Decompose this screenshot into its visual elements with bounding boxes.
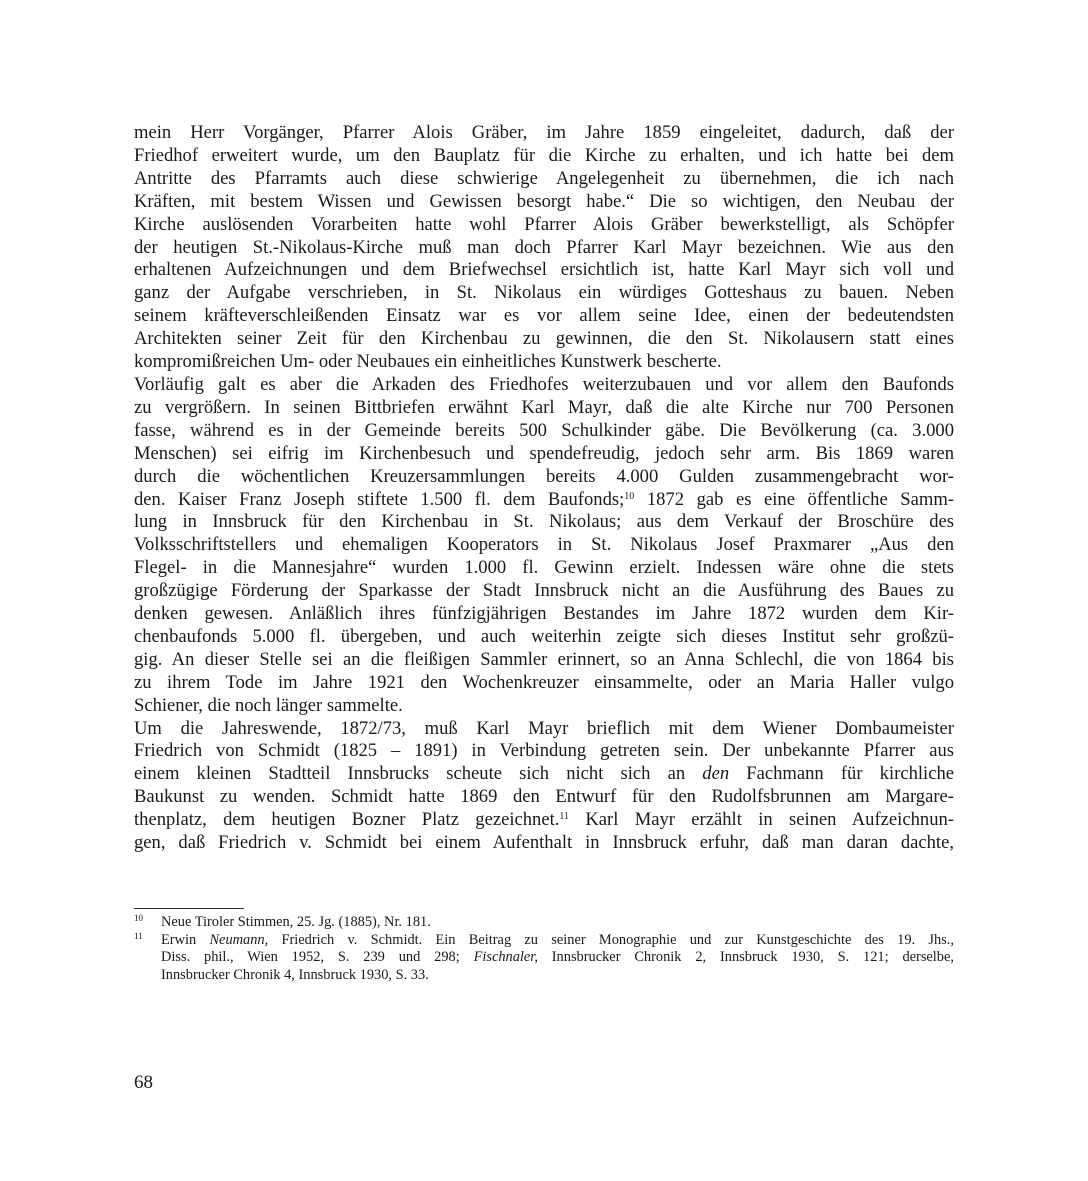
author-name: Fischnaler, — [473, 949, 538, 966]
text-fragment: thenplatz, dem heutigen Bozner Platz gezeichnet. — [134, 809, 560, 831]
footnote-ref-10: 10 — [624, 490, 635, 502]
paragraph-1 — [134, 122, 954, 374]
text-fragment: den. Kaiser Franz Joseph stiftete 1.500 fl. dem Baufonds; — [134, 488, 625, 510]
text-line: Flegel- in die Mannesjahre“ wurden 1.000 fl. Gewinn erzielt. Indessen wäre ohne die stets — [134, 557, 954, 579]
text-line: gig. An dieser Stelle sei an die fleißigen Sammler erinnert, so an Anna Schlechl, die von 1864 bis — [134, 648, 954, 670]
text-fragment: Friedrich v. Schmidt. Ein Beitrag zu seiner Monographie und zur Kunstgeschichte des 19. Jhs., — [268, 931, 954, 948]
paragraph-3 — [134, 718, 954, 855]
body-text — [134, 122, 954, 855]
text-line: Um die Jahreswende, 1872/73, muß Karl Mayr brieflich mit dem Wiener Dombaumeister — [134, 717, 954, 739]
text-line: der heutigen St.-Nikolaus-Kirche muß man doch Pfarrer Karl Mayr bezeichnen. Wie aus den — [134, 236, 954, 258]
footnote-11 — [134, 932, 954, 985]
footnote-line: Innsbrucker Chronik 4, Innsbruck 1930, S. 33. — [161, 966, 429, 983]
text-line: Baukunst zu wenden. Schmidt hatte 1869 den Entwurf für den Rudolfsbrunnen am Margare- — [134, 786, 954, 808]
footnote-ref-11: 11 — [559, 811, 570, 823]
text-line: Schiener, die noch länger sammelte. — [134, 694, 403, 716]
text-line: Antritte des Pfarramts auch diese schwierige Angelegenheit zu übernehmen, die ich nach — [134, 167, 954, 189]
text-line: zu ihrem Tode im Jahre 1921 den Wochenkreuzer einsammelte, oder an Maria Haller vulgo — [134, 671, 954, 693]
footnote-10 — [134, 914, 954, 932]
emphasis: den — [702, 763, 730, 785]
text-fragment: Innsbrucker Chronik 2, Innsbruck 1930, S. 121; derselbe, — [537, 949, 954, 966]
text-line: Architekten seiner Zeit für den Kirchenbau zu gewinnen, die den St. Nikolausern statt eines — [134, 328, 954, 350]
text-line-with-footnote-ref — [134, 489, 954, 512]
text-line: mein Herr Vorgänger, Pfarrer Alois Gräber, im Jahre 1859 eingeleitet, dadurch, daß der — [134, 122, 954, 143]
footnote-number: 10 — [134, 913, 143, 923]
footnote-number: 11 — [134, 930, 143, 941]
footnote-text: Neue Tiroler Stimmen, 25. Jg. (1885), Nr. 181. — [161, 914, 431, 930]
text-line: ganz der Aufgabe verschrieben, in St. Nikolaus ein würdiges Gotteshaus zu bauen. Neben — [134, 282, 954, 304]
text-fragment: Fachmann für kirchliche — [729, 763, 954, 785]
text-line: Friedrich von Schmidt (1825 – 1891) in Verbindung getreten sein. Der unbekannte Pfarrer aus — [134, 740, 954, 762]
text-line: zu vergrößern. In seinen Bittbriefen erwähnt Karl Mayr, daß die alte Kirche nur 700 Personen — [134, 396, 954, 418]
text-line: Friedhof erweitert wurde, um den Bauplatz für die Kirche zu erhalten, und ich hatte bei dem — [134, 144, 954, 166]
text-line: Kräften, mit bestem Wissen und Gewissen besorgt habe.“ Die so wichtigen, den Neubau der — [134, 190, 954, 212]
text-line: erhaltenen Aufzeichnungen und dem Briefwechsel ersichtlich ist, hatte Karl Mayr sich voll und — [134, 259, 954, 281]
text-line: Volksschriftstellers und ehemaligen Kooperators in St. Nikolaus Josef Praxmarer „Aus den — [134, 534, 954, 556]
text-line: gen, daß Friedrich v. Schmidt bei einem Aufenthalt in Innsbruck erfuhr, daß man daran dachte, — [134, 832, 954, 854]
author-name: Neumann, — [209, 931, 269, 948]
footnotes — [134, 914, 954, 984]
footnote-line — [161, 932, 954, 950]
text-line: seinem kräfteverschleißenden Einsatz war es vor allem seine Idee, einen der bedeutendsten — [134, 305, 954, 327]
text-fragment: Diss. phil., Wien 1952, S. 239 und 298; — [161, 949, 474, 966]
text-line: Vorläufig galt es aber die Arkaden des Friedhofes weiterzubauen und vor allem den Baufonds — [134, 373, 954, 395]
text-fragment: einem kleinen Stadtteil Innsbrucks scheute sich nicht sich an — [134, 763, 703, 785]
text-line: chenbaufonds 5.000 fl. übergeben, und auch weiterhin zeigte sich dieses Institut sehr großzü- — [134, 625, 954, 647]
text-line-with-footnote-ref — [134, 809, 954, 832]
text-line: durch die wöchentlichen Kreuzersammlungen bereits 4.000 Gulden zusammengebracht wor- — [134, 465, 954, 487]
footnote-line — [161, 949, 954, 967]
text-line: kompromißreichen Um- oder Neubaues ein einheitliches Kunstwerk bescherte. — [134, 351, 722, 373]
text-line: fasse, während es in der Gemeinde bereits 500 Schulkinder gäbe. Die Bevölkerung (ca. 3.000 — [134, 419, 954, 441]
paragraph-2 — [134, 374, 954, 718]
text-line: lung in Innsbruck für den Kirchenbau in St. Nikolaus; aus dem Verkauf der Broschüre des — [134, 511, 954, 533]
text-line: Kirche auslösenden Vorarbeiten hatte wohl Pfarrer Alois Gräber bewerkstelligt, als Schöpfer — [134, 213, 954, 235]
text-fragment: 1872 gab es eine öffentliche Samm- — [634, 488, 954, 510]
text-line: denken gewesen. Anläßlich ihres fünfzigjährigen Bestandes im Jahre 1872 wurden dem Kir- — [134, 603, 954, 625]
text-fragment: Karl Mayr erzählt in seinen Aufzeichnun- — [569, 809, 954, 831]
footnote-separator — [134, 908, 244, 909]
page-number: 68 — [134, 1072, 153, 1093]
text-fragment: Erwin — [161, 931, 210, 948]
text-line: großzügige Förderung der Sparkasse der Stadt Innsbruck nicht an die Ausführung des Baues zu — [134, 580, 954, 602]
text-line: Menschen) sei eifrig im Kirchenbesuch und spendefreudig, jedoch sehr arm. Bis 1869 waren — [134, 442, 954, 464]
text-line-with-emphasis — [134, 763, 954, 786]
